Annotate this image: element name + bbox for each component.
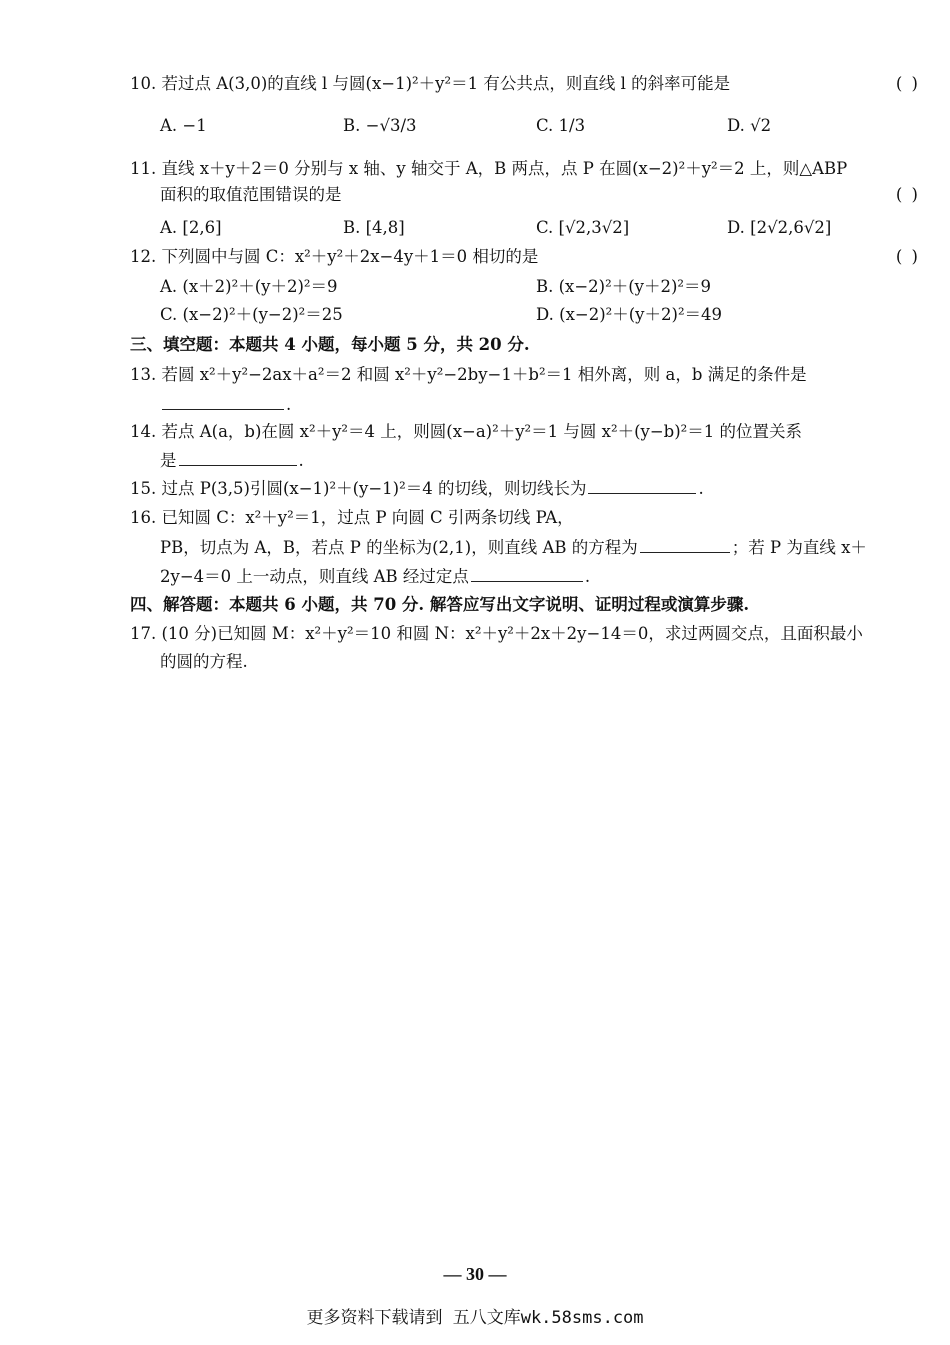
period: . [286, 395, 292, 414]
answer-bracket: ( ) [895, 185, 920, 204]
question-11-stem-line2 [160, 183, 920, 207]
answer-blank[interactable] [471, 567, 583, 582]
period: . [698, 479, 704, 498]
option-b: B. [4,8] [343, 218, 405, 237]
page-number: — 30 — [443, 1264, 507, 1284]
question-14-text-cont: 是 [160, 451, 177, 470]
question-10-stem [130, 72, 920, 96]
question-17-line1 [130, 622, 920, 646]
question-16-text-cont3: 2y−4＝0 上一动点，则直线 AB 经过定点 [160, 567, 469, 586]
question-11-options [160, 214, 920, 242]
question-16-text: 16. 已知圆 C：x²＋y²＝1，过点 P 向圆 C 引两条切线 PA， [130, 508, 574, 527]
period: . [298, 451, 304, 470]
answer-blank[interactable] [640, 538, 730, 553]
question-15 [130, 477, 920, 501]
question-12-options-row2 [160, 301, 920, 329]
option-b: B. −√3/3 [343, 116, 417, 135]
question-12-text: 12. 下列圆中与圆 C：x²＋y²＋2x−4y＋1＝0 相切的是 [130, 247, 539, 266]
question-13-line1 [130, 363, 920, 387]
option-a: A. [2,6] [160, 218, 222, 237]
question-12-stem [130, 245, 920, 269]
question-11-text-cont: 面积的取值范围错误的是 [160, 185, 342, 204]
question-16-line2 [160, 536, 920, 560]
option-d: D. √2 [727, 116, 772, 135]
question-17-text-cont: 的圆的方程. [160, 652, 248, 671]
question-16-line1 [130, 506, 920, 530]
question-14-line2 [160, 449, 920, 473]
question-11-text: 11. 直线 x＋y＋2＝0 分别与 x 轴、y 轴交于 A，B 两点，点 P 在圆(x−2)²＋y²＝2 上，则△ABP [130, 159, 848, 178]
question-14-line1 [130, 420, 920, 444]
question-16-line3 [160, 565, 920, 589]
option-a: A. −1 [160, 116, 207, 135]
question-13-text: 13. 若圆 x²＋y²−2ax＋a²＝2 和圆 x²＋y²−2by−1＋b²＝1 相外离，则 a，b 满足的条件是 [130, 365, 807, 384]
question-16-text-cont: PB，切点为 A，B，若点 P 的坐标为(2,1)，则直线 AB 的方程为 [160, 538, 638, 557]
period: . [584, 567, 591, 586]
download-note[interactable]: 更多资料下载请到 五八文库wk.58sms.com [306, 1308, 644, 1328]
answer-bracket: ( ) [895, 247, 920, 266]
question-13-line2 [160, 393, 920, 417]
answer-blank[interactable] [179, 451, 297, 466]
answer-bracket: ( ) [895, 74, 920, 93]
answer-blank[interactable] [588, 479, 696, 494]
option-c: C. [√2,3√2] [536, 218, 630, 237]
question-10-text: 10. 若过点 A(3,0)的直线 l 与圆(x−1)²＋y²＝1 有公共点，则直线 l 的斜率可能是 [130, 74, 731, 93]
option-a: A. (x＋2)²＋(y＋2)²＝9 [160, 277, 338, 296]
question-10-options [160, 112, 920, 140]
option-d: D. (x−2)²＋(y＋2)²＝49 [536, 305, 723, 324]
option-c: C. 1/3 [536, 116, 586, 135]
question-15-text: 15. 过点 P(3,5)引圆(x−1)²＋(y−1)²＝4 的切线，则切线长为 [130, 479, 587, 498]
option-d: D. [2√2,6√2] [727, 218, 832, 237]
question-17-text: 17. (10 分)已知圆 M：x²＋y²＝10 和圆 N：x²＋y²＋2x＋2y−14＝0，求过两圆交点，且面积最小 [130, 624, 863, 643]
answer-blank[interactable] [162, 395, 284, 410]
section-3-heading: 三、填空题：本题共 4 小题，每小题 5 分，共 20 分. [130, 335, 530, 354]
question-12-options-row1 [160, 273, 920, 301]
section-4-heading: 四、解答题：本题共 6 小题，共 70 分. 解答应写出文字说明、证明过程或演算步骤. [130, 595, 750, 614]
question-16-text-cont2: ；若 P 为直线 x＋ [731, 538, 867, 557]
question-14-text: 14. 若点 A(a，b)在圆 x²＋y²＝4 上，则圆(x−a)²＋y²＝1 与圆 x²＋(y−b)²＝1 的位置关系 [130, 422, 803, 441]
question-17-line2 [160, 650, 920, 674]
option-c: C. (x−2)²＋(y−2)²＝25 [160, 305, 343, 324]
option-b: B. (x−2)²＋(y＋2)²＝9 [536, 277, 712, 296]
question-11-stem-line1 [130, 157, 920, 181]
